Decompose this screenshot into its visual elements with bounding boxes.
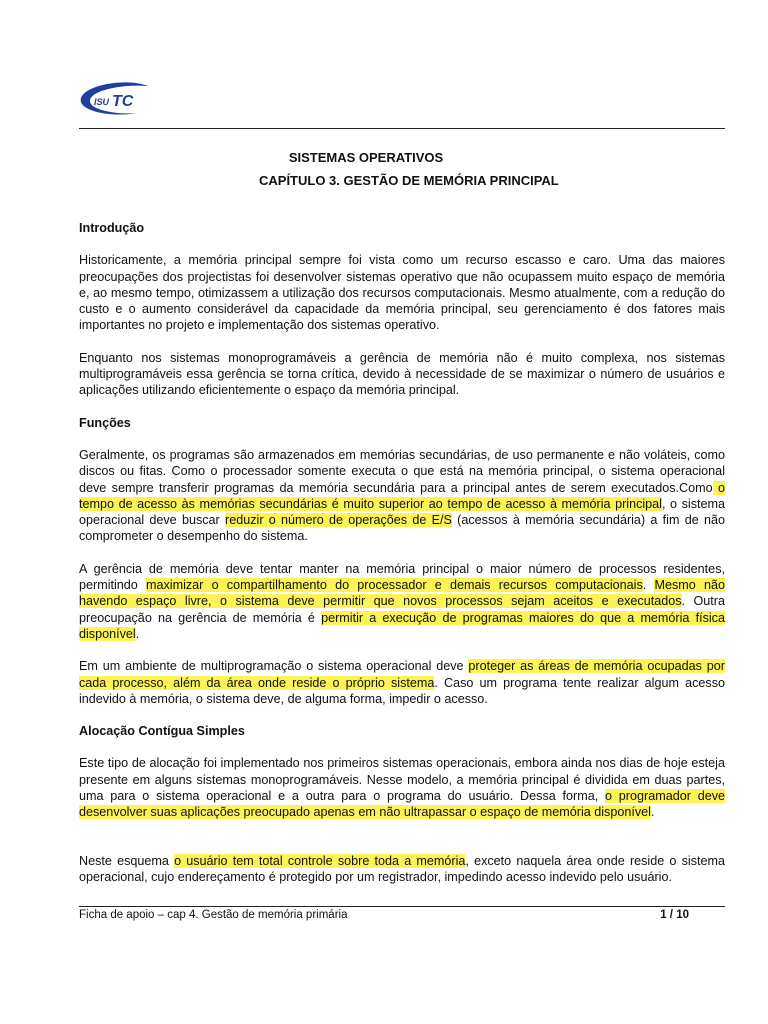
text-run: (acessos à memória secundária) a fim de não comprometer o desempenho do sistema.	[79, 513, 725, 544]
section-heading-funcoes: Funções	[79, 415, 131, 430]
highlighted-text: o tempo de acesso às memórias secundárias é muito superior ao tempo de acesso à memória principal	[79, 480, 725, 511]
header-divider	[79, 128, 725, 129]
logo-text-isu: ISU	[94, 97, 110, 107]
intro-paragraph-1: Historicamente, a memória principal sempre foi vista como um recurso escasso e caro. Uma das maiores preocupações dos projectistas foi desenvolver sistemas operativo que não ocupassem muito espaço de memória e, ao mesmo tempo, otimizassem a utilização dos recursos computacionais. Mesmo atualmente, com a redução do custo e o aumento considerável da capacidade da memória principal, seu gerenciamento é dos fatores mais importantes no projeto e implementação dos sistemas operativo.	[79, 253, 725, 333]
section-heading-introducao: Introdução	[79, 221, 145, 235]
chapter-title: CAPÍTULO 3. GESTÃO DE MEMÓRIA PRINCIPAL	[259, 173, 559, 188]
text-run: A gerência de memória deve tentar manter na memória principal o maior número de processos residentes, permitindo	[79, 561, 725, 593]
document-body	[79, 220, 725, 901]
text-run: Geralmente, os programas são armazenados em memórias secundárias, de uso permanente e não voláteis, como discos ou fitas. Como o processador somente executa o que está na memória principal, o sistema operacional deve sempre transferir programas da memória secundária para a principal antes de serem executados.Como	[79, 447, 725, 495]
highlighted-text: reduzir o número de operações de E/S	[225, 513, 452, 528]
alocacao-paragraph-1	[79, 755, 725, 820]
text-run: .	[650, 805, 655, 820]
text-run: .	[642, 578, 655, 593]
intro-paragraph-2: Enquanto nos sistemas monoprogramáveis a gerência de memória não é muito complexa, nos sistemas multiprogramáveis essa gerência se torna crítica, devido à necessidade de se maximizar o número de usuários e aplicações utilizando eficientemente o espaço da memória principal.	[79, 350, 725, 398]
funcoes-paragraph-3	[79, 658, 725, 707]
logo-text-tc: TC	[112, 93, 134, 110]
text-run: , o sistema operacional deve buscar	[79, 496, 726, 528]
highlighted-text: o programador deve desenvolver suas aplicações preocupado apenas em não ultrapassar o espaço de memória disponível	[79, 789, 725, 820]
text-run: .	[135, 626, 140, 641]
text-run: Em um ambiente de multiprogramação o sistema operacional deve	[79, 659, 469, 674]
funcoes-paragraph-1	[79, 447, 725, 545]
text-run: . Caso um programa tente realizar algum acesso indevido à memória, o sistema deve, de alguma forma, impedir o acesso.	[79, 675, 726, 706]
alocacao-paragraph-2	[79, 853, 725, 886]
text-run: , exceto naquela área onde reside o sistema operacional, cujo endereçamento é protegido por um registrador, impedindo acesso indevido pelo usuário.	[79, 853, 725, 884]
isutc-logo	[78, 80, 160, 120]
funcoes-paragraph-2	[79, 561, 725, 642]
highlighted-text: permitir a execução de programas maiores do que a memória física disponível	[79, 610, 725, 641]
text-run: Este tipo de alocação foi implementado nos primeiros sistemas operacionais, embora ainda nos dias de hoje esteja presente em alguns sistemas monoprogramáveis. Nesse modelo, a memória principal é dividida em duas partes, uma para o sistema operacional e a outra para o programa do usuário. Dessa forma,	[79, 756, 725, 804]
text-run: . Outra preocupação na gerência de memória é	[79, 594, 726, 625]
highlighted-text: maximizar o compartilhamento do processador e demais recursos computacionais	[146, 578, 643, 593]
highlighted-text: o usuário tem total controle sobre toda a memória	[174, 853, 466, 868]
spacer	[79, 837, 725, 853]
highlighted-text: proteger as áreas de memória ocupadas por cada processo, além da área onde reside o próprio sistema	[79, 659, 725, 690]
document-title: SISTEMAS OPERATIVOS	[288, 150, 444, 165]
footer-caption: Ficha de apoio – cap 4. Gestão de memória primária	[79, 909, 348, 921]
section-heading-alocacao: Alocação Contígua Simples	[79, 724, 245, 739]
page-number: 1 / 10	[660, 909, 689, 921]
text-run: Neste esquema	[79, 853, 175, 868]
footer-divider	[79, 906, 725, 907]
logo-graphic	[78, 80, 160, 120]
highlighted-text: Mesmo não havendo espaço livre, o sistema deve permitir que novos processos sejam aceitos e executados	[79, 578, 725, 609]
